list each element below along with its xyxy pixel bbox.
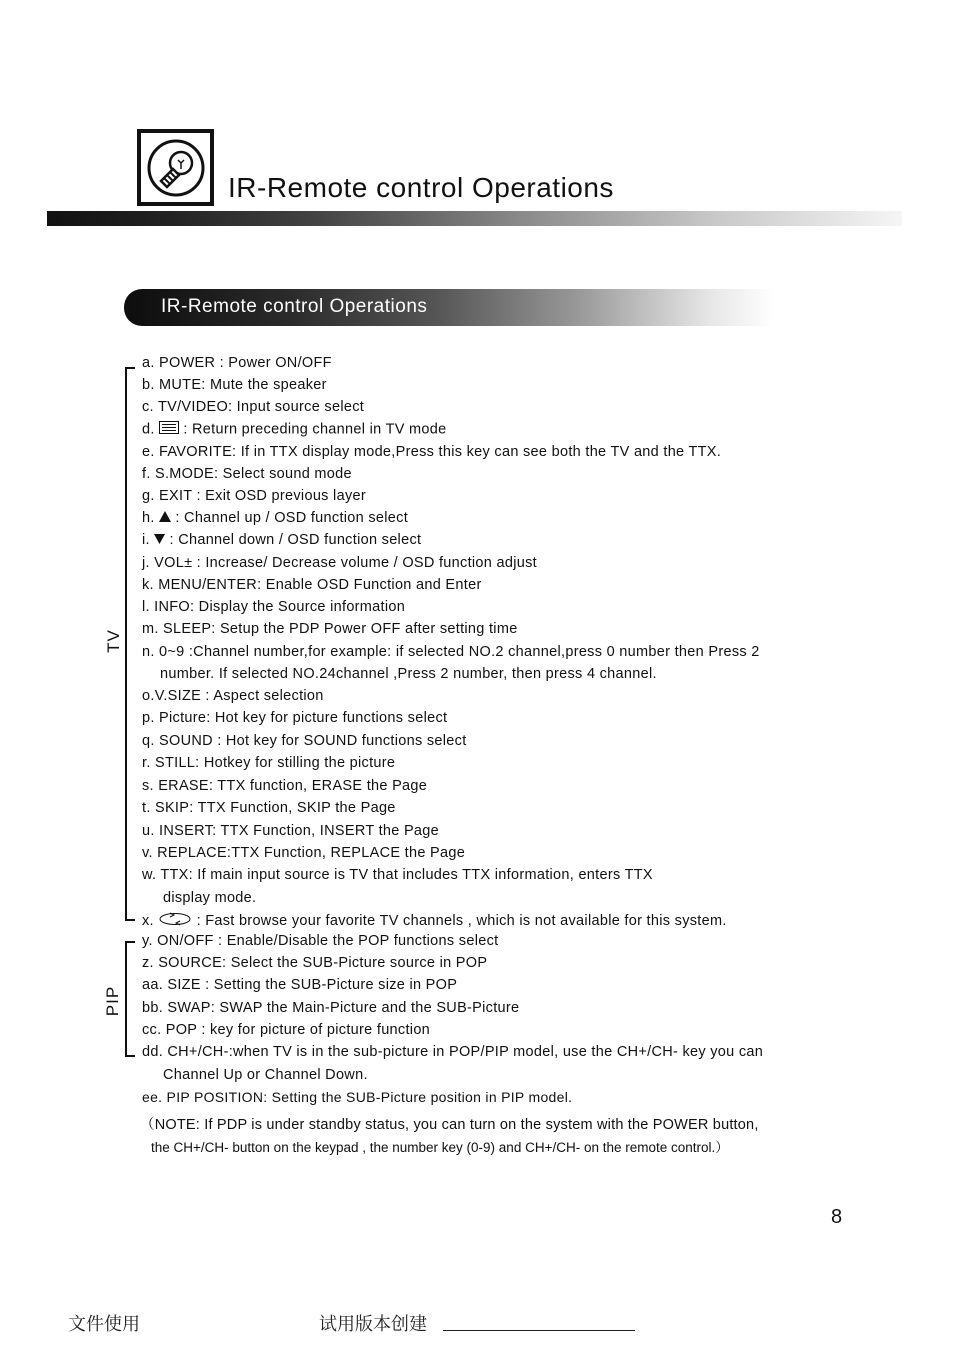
list-item: b. MUTE: Mute the speaker xyxy=(142,377,327,393)
list-item-prefix: i. xyxy=(142,532,155,548)
list-item: r. STILL: Hotkey for stilling the picture xyxy=(142,755,396,771)
list-item xyxy=(142,421,447,438)
list-item: a. POWER : Power ON/OFF xyxy=(142,355,332,371)
page-title: IR-Remote control Operations xyxy=(228,172,614,203)
lightbulb-logo xyxy=(137,129,214,206)
header-gradient-bar xyxy=(47,211,902,226)
list-item-continuation: display mode. xyxy=(163,890,257,906)
section-title: IR-Remote control Operations xyxy=(161,296,428,317)
list-item: u. INSERT: TTX Function, INSERT the Page xyxy=(142,823,440,839)
list-item: t. SKIP: TTX Function, SKIP the Page xyxy=(142,800,396,816)
list-item: s. ERASE: TTX function, ERASE the Page xyxy=(142,778,428,794)
list-item: e. FAVORITE: If in TTX display mode,Press this key can see both the TV and the TTX. xyxy=(142,444,722,460)
list-item-text: : Channel up / OSD function select xyxy=(175,510,409,526)
list-item xyxy=(142,510,408,526)
list-item xyxy=(142,532,421,548)
list-item: cc. POP : key for picture of picture function xyxy=(142,1022,431,1038)
list-item: f. S.MODE: Select sound mode xyxy=(142,466,352,482)
triangle-up-icon xyxy=(159,510,171,526)
pip-group-label: PIP xyxy=(103,985,122,1017)
note-line-1: （NOTE: If PDP is under standby status, you can turn on the system with the POWER button, xyxy=(140,1117,759,1133)
list-item: aa. SIZE : Setting the SUB-Picture size in POP xyxy=(142,977,458,993)
list-item-continuation: Channel Up or Channel Down. xyxy=(163,1067,368,1083)
triangle-down-icon xyxy=(154,532,165,548)
list-item: n. 0~9 :Channel number,for example: if selected NO.2 channel,press 0 number then Press 2 xyxy=(142,644,760,660)
list-item: j. VOL± : Increase/ Decrease volume / OSD function adjust xyxy=(142,555,537,571)
list-item-text: : Fast browse your favorite TV channels , which is not available for this system. xyxy=(196,912,727,929)
list-item: y. ON/OFF : Enable/Disable the POP functions select xyxy=(142,933,499,949)
list-item: c. TV/VIDEO: Input source select xyxy=(142,399,365,415)
list-item: dd. CH+/CH-:when TV is in the sub-picture in POP/PIP model, use the CH+/CH- key you can xyxy=(142,1044,764,1060)
list-item-text: : Return preceding channel in TV mode xyxy=(183,421,447,438)
list-item: v. REPLACE:TTX Function, REPLACE the Page xyxy=(142,845,466,861)
list-item: g. EXIT : Exit OSD previous layer xyxy=(142,488,366,504)
footer-left-text: 文件使用 xyxy=(68,1314,140,1335)
list-item: o.V.SIZE : Aspect selection xyxy=(142,688,324,704)
list-item: z. SOURCE: Select the SUB-Picture source in POP xyxy=(142,955,488,971)
list-item: w. TTX: If main input source is TV that includes TTX information, enters TTX xyxy=(142,867,653,883)
list-item: q. SOUND : Hot key for SOUND functions select xyxy=(142,733,467,749)
list-item: k. MENU/ENTER: Enable OSD Function and Enter xyxy=(142,577,482,593)
footer-underline xyxy=(443,1330,635,1331)
list-item: ee. PIP POSITION: Setting the SUB-Picture position in PIP model. xyxy=(142,1089,573,1105)
list-item-prefix: d. xyxy=(142,421,160,438)
teletext-list-icon xyxy=(159,421,179,438)
list-item: m. SLEEP: Setup the PDP Power OFF after setting time xyxy=(142,621,518,637)
tv-group-label: TV xyxy=(104,629,123,653)
list-item-continuation: number. If selected NO.24channel ,Press 2 number, then press 4 channel. xyxy=(160,666,657,682)
list-item: bb. SWAP: SWAP the Main-Picture and the SUB-Picture xyxy=(142,1000,520,1016)
list-item xyxy=(142,912,727,930)
list-item-text: : Channel down / OSD function select xyxy=(169,532,422,548)
list-item-prefix: x. xyxy=(142,912,159,929)
page-number: 8 xyxy=(831,1206,843,1228)
list-item: p. Picture: Hot key for picture functions select xyxy=(142,710,448,726)
pip-group-bracket xyxy=(125,941,135,1057)
tv-group-bracket xyxy=(125,367,135,921)
list-item: l. INFO: Display the Source information xyxy=(142,599,406,615)
note-line-2: the CH+/CH- button on the keypad , the number key (0-9) and CH+/CH- on the remote control.） xyxy=(151,1140,729,1155)
footer-middle-text: 试用版本创建 xyxy=(319,1314,427,1335)
lightbulb-icon xyxy=(144,136,207,199)
list-item-prefix: h. xyxy=(142,510,155,526)
favorite-ring-icon xyxy=(158,912,192,930)
